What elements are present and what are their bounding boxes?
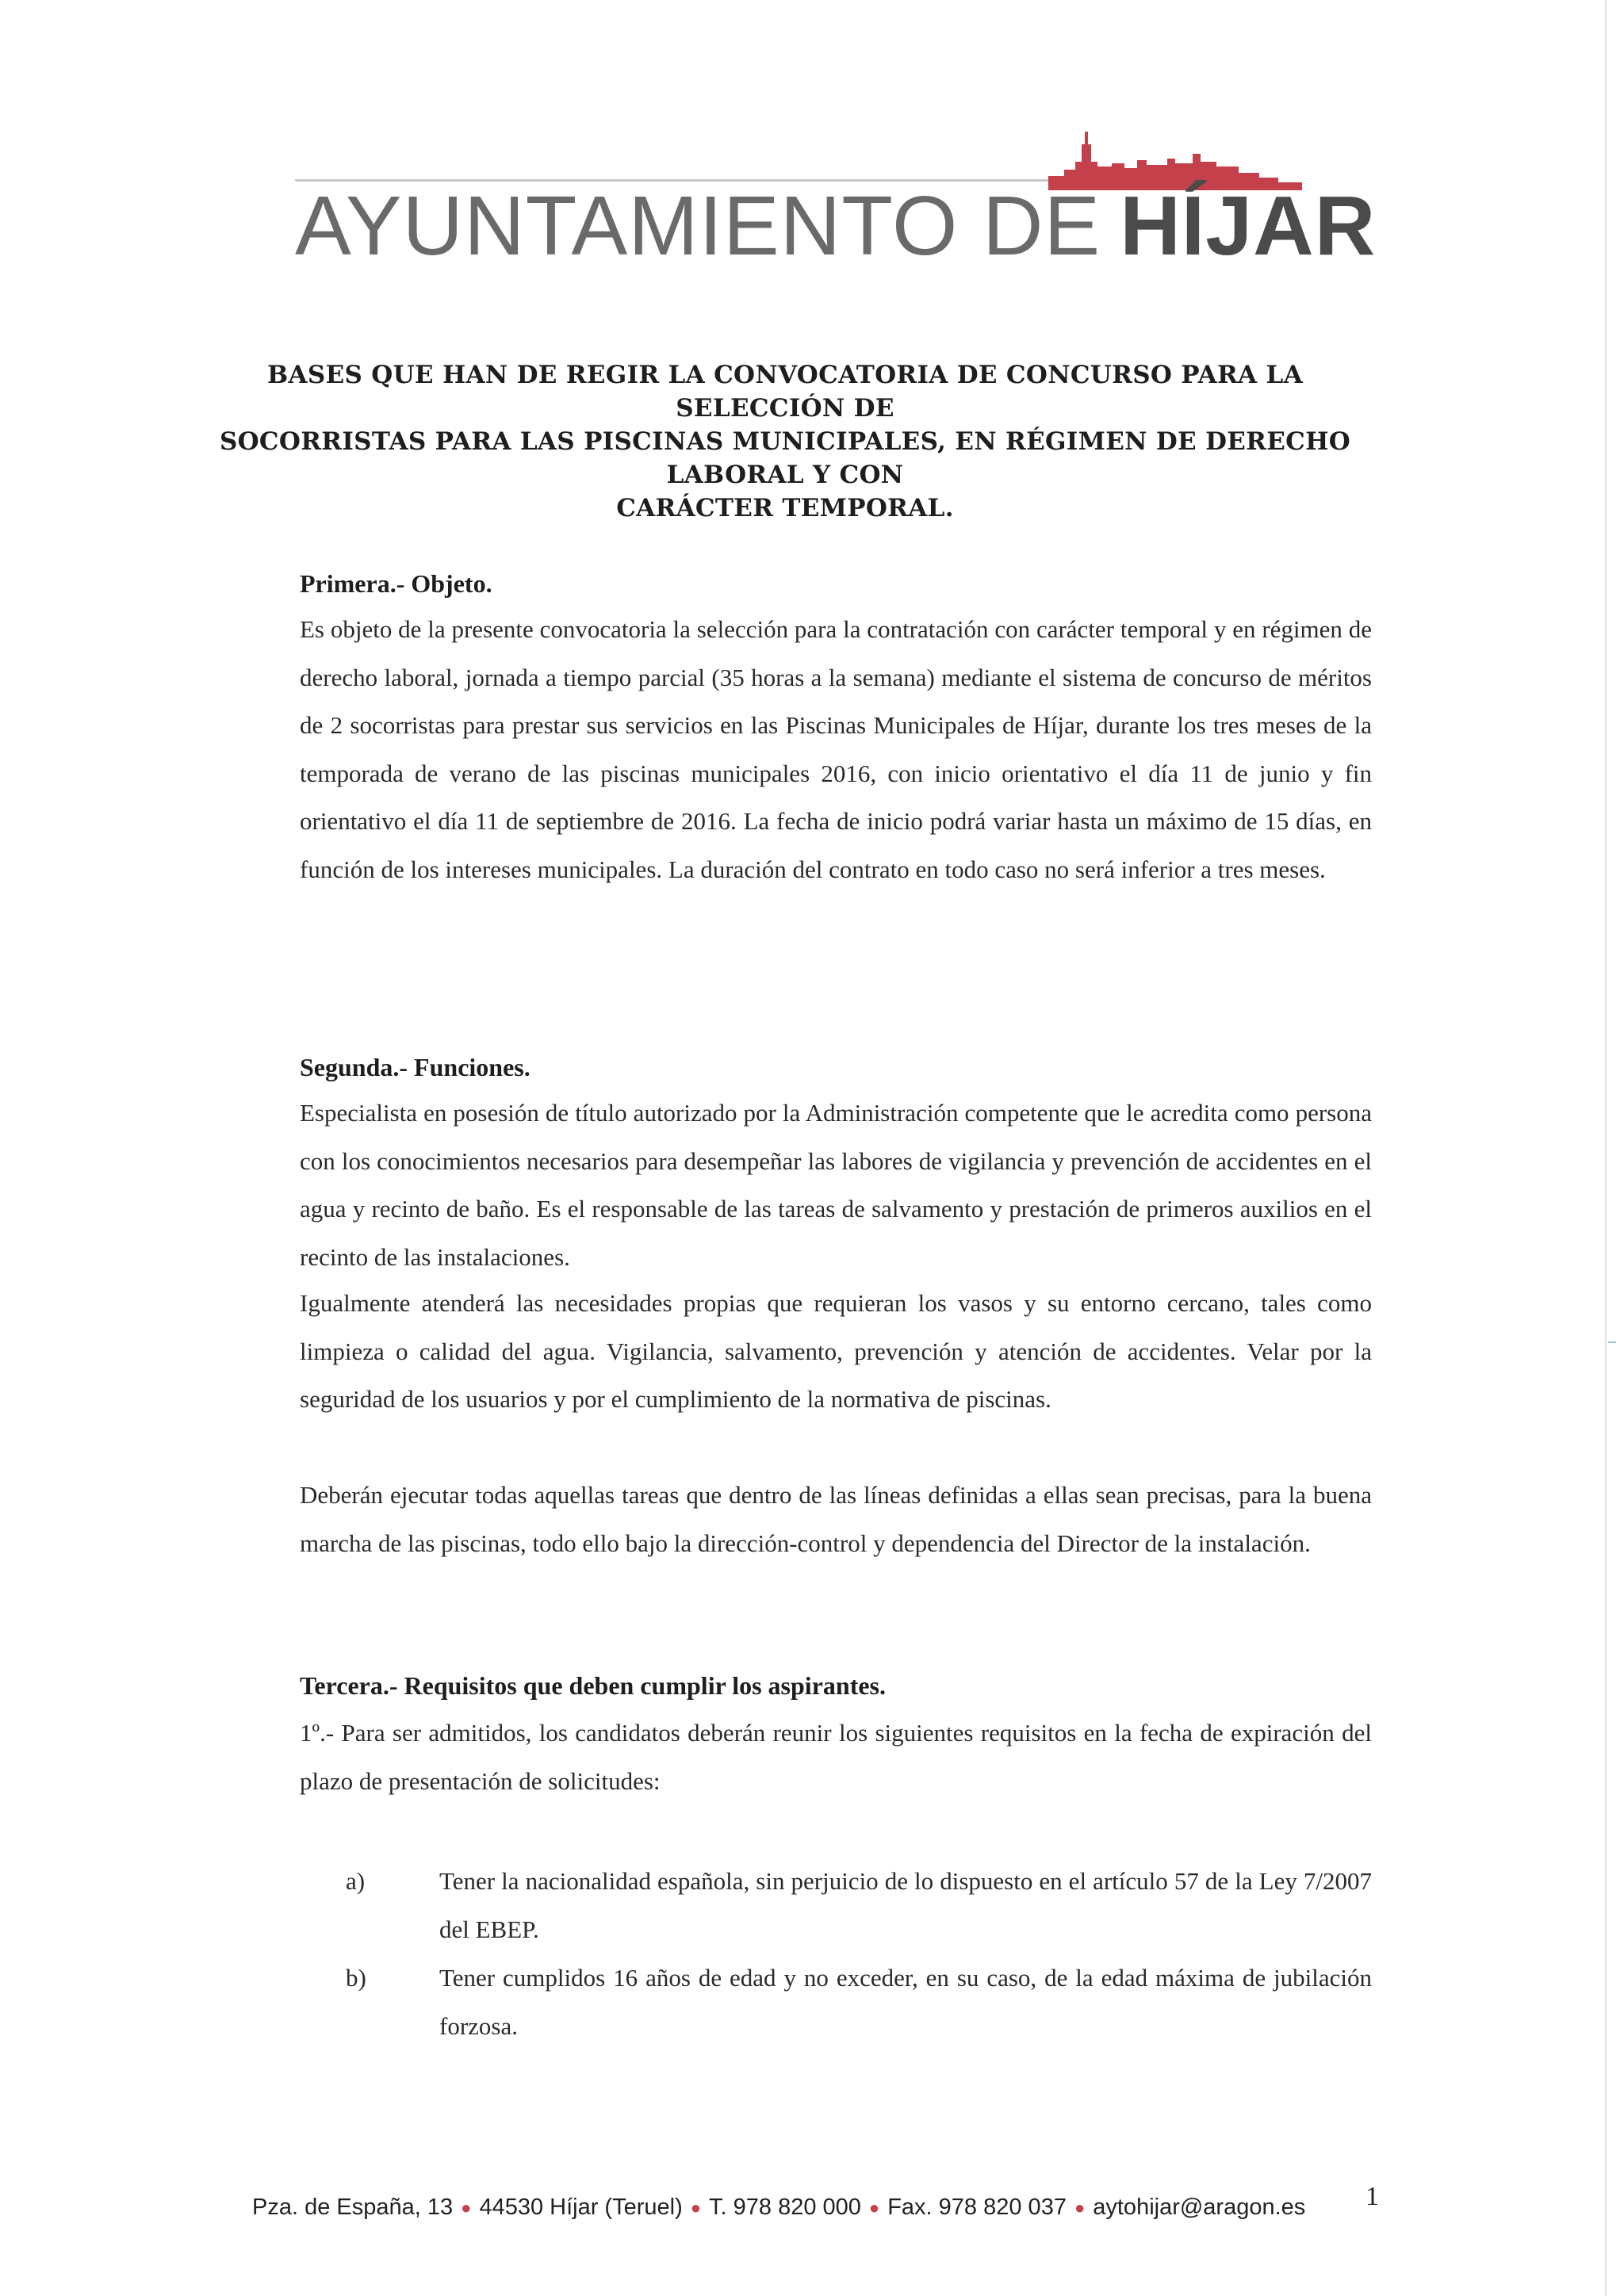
footer-contact [252, 2195, 1378, 2221]
section-heading-tercera: Tercera.- Requisitos que deben cumplir los aspirantes. [300, 1671, 886, 1700]
section-intro-tercera: 1º.- Para ser admitidos, los candidatos deberán reunir los siguientes requisitos en la fecha de expiración del plazo de presentación de solicitudes: [300, 1719, 1372, 1795]
scan-mark [1608, 1341, 1616, 1343]
list-marker: a) [346, 1867, 366, 1895]
separator-dot: ● [461, 2198, 472, 2218]
separator-dot: ● [1074, 2198, 1086, 2218]
requirement-item-a [346, 1857, 1372, 1954]
section-body-segunda-2: Igualmente atenderá las necesidades propias que requieran los vasos y su entorno cercano, tales como limpieza o calidad del agua. Vigilancia, salvamento, prevención y atención de accidentes. Velar por la seguridad de los usuarios y por el cumplimiento de la normativa de piscinas. [300, 1289, 1372, 1413]
title-line-3: CARÁCTER TEMPORAL. [616, 494, 954, 522]
logo-text [295, 179, 1377, 273]
title-line-1: BASES QUE HAN DE REGIR LA CONVOCATORIA DE CONCURSO PARA LA SELECCIÓN DE [267, 361, 1303, 423]
footer-email: aytohijar@aragon.es [1093, 2195, 1306, 2220]
list-marker: b) [346, 1964, 366, 1992]
logo-text-bold: HÍJAR [1120, 179, 1377, 273]
footer-city: 44530 Híjar (Teruel) [479, 2195, 683, 2220]
footer-address: Pza. de España, 13 [252, 2195, 454, 2220]
section-heading-segunda: Segunda.- Funciones. [300, 1053, 530, 1081]
list-text: Tener cumplidos 16 años de edad y no exceder, en su caso, de la edad máxima de jubilación forzosa. [439, 1964, 1372, 2040]
section-body-primera: Es objeto de la presente convocatoria la selección para la contratación con carácter temporal y en régimen de derecho laboral, jornada a tiempo parcial (35 horas a la semana) mediante el sistema de concurso de méritos de 2 socorristas para prestar sus servicios en las Piscinas Municipales de Híjar, durante los tres meses de la temporada de verano de las piscinas municipales 2016, con inicio orientativo el día 11 de junio y fin orientativo el día 11 de septiembre de 2016. La fecha de inicio podrá variar hasta un máximo de 15 días, en función de los intereses municipales. La duración del contrato en todo caso no será inferior a tres meses. [300, 615, 1372, 883]
list-text: Tener la nacionalidad española, sin perjuicio de lo dispuesto en el artículo 57 de la Ley 7/2007 del EBEP. [439, 1867, 1372, 1943]
section-body-segunda-3: Deberán ejecutar todas aquellas tareas que dentro de las líneas definidas a ellas sean precisas, para la buena marcha de las piscinas, todo ello bajo la dirección-control y dependencia del Director de la instalación. [300, 1481, 1372, 1557]
page-number: 1 [1365, 2182, 1379, 2211]
logo-text-light: AYUNTAMIENTO DE [295, 179, 1101, 273]
title-line-2: SOCORRISTAS PARA LAS PISCINAS MUNICIPALES, EN RÉGIMEN DE DERECHO LABORAL Y CON [219, 427, 1351, 489]
municipal-logo [295, 119, 1377, 273]
separator-dot: ● [868, 2198, 880, 2218]
requirement-item-b [346, 1954, 1372, 2050]
document-title [190, 358, 1380, 525]
footer-fax: Fax. 978 820 037 [887, 2195, 1067, 2220]
footer-phone: T. 978 820 000 [709, 2195, 861, 2220]
page-edge [1605, 0, 1607, 2296]
separator-dot: ● [690, 2198, 702, 2218]
section-body-segunda-1: Especialista en posesión de título autorizado por la Administración competente que le acredita como persona con los conocimientos necesarios para desempeñar las labores de vigilancia y prevención de accidentes en el agua y recinto de baño. Es el responsable de las tareas de salvamento y prestación de primeros auxilios en el recinto de las instalaciones. [300, 1099, 1372, 1271]
section-heading-primera: Primera.- Objeto. [300, 569, 492, 598]
